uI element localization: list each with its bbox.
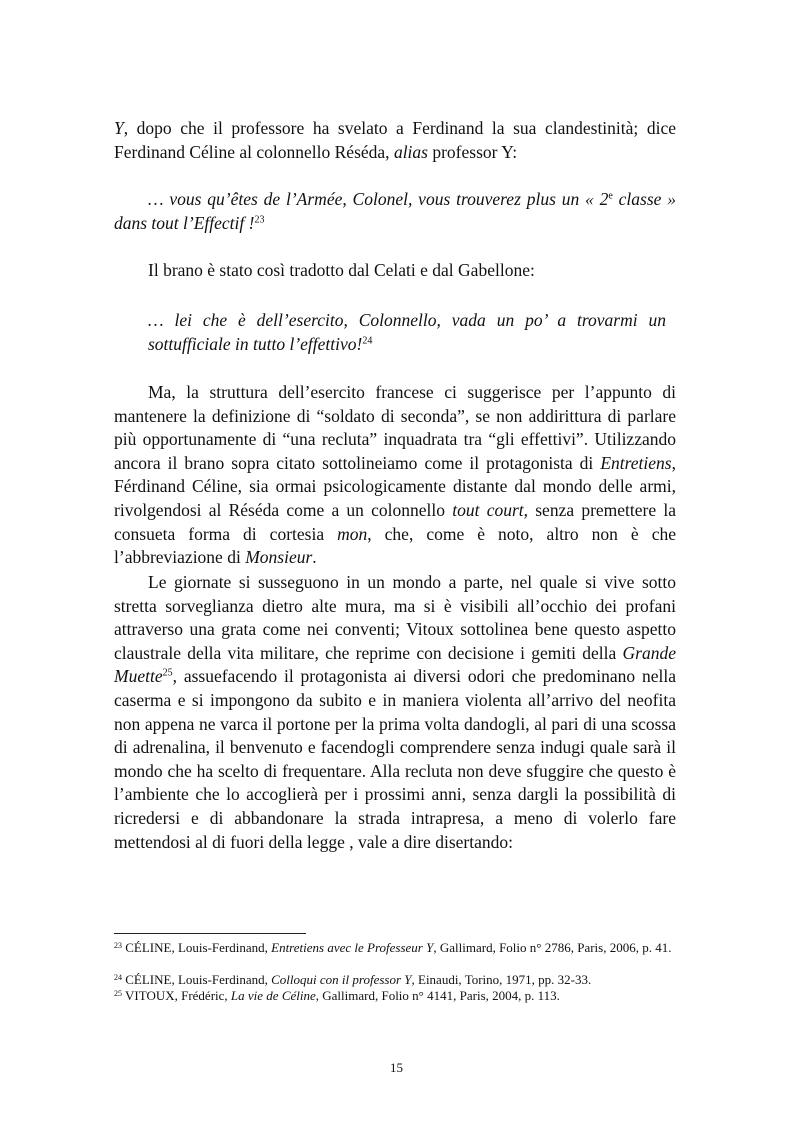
page-number: 15 bbox=[390, 1060, 403, 1075]
footnote-separator bbox=[114, 933, 306, 934]
paragraph-days: Le giornate si susseguono in un mondo a parte, nel quale si vive sotto stretta sorveglianza dietro alte mura, ma si è visibili all’occhio dei profani attraverso una grata come nei conventi; Vitoux sottolinea bene questo aspetto claustrale della vita militare, che reprime con decisione i gemiti della Grande Muette$^{25}$, assuefacendo il protagonista ai diversi odori che predominano nella caserma e si impongono da subito e in maniera violenta all’arrivo del neofita non appena ne varca il portone per la prima volta dandogli, al pari di una scossa di adrenalina, il benvenuto e facendogli comprendere senza indugi quale sarà il mondo che ha scelto di frequentare. Alla recluta non deve sfuggire che questo è l’ambiente che lo accoglierà per i prossimi anni, senza dargli la possibilità di ricredersi e di abbandonare la strada intrapresa, a meno di volerlo fare mettendosi al di fuori della legge , vale a dire disertando: bbox=[114, 572, 676, 852]
paragraph-intro: Y, dopo che il professore ha svelato a Ferdinand la sua clandestinità; dice Ferdinand Céline al colonnello Réséda, alias professor Y: bbox=[114, 118, 676, 162]
footnote-24: $^{24}$ CÉLINE, Louis-Ferdinand, Colloqui con il professor Y, Einaudi, Torino, 1971, pp. 32-33. bbox=[114, 972, 592, 987]
footnote-ref-24: 24 bbox=[362, 335, 373, 347]
paragraph-translation-intro: Il brano è stato così tradotto dal Celati e dal Gabellone: bbox=[148, 260, 535, 280]
quote-french: … vous qu’êtes de l’Armée, Colonel, vous trouverez plus un « 2e classe » dans tout l’Effectif !$^{23}$ bbox=[114, 189, 676, 233]
quote-italian: … lei che è dell’esercito, Colonnello, vada un po’ a trovarmi un sottufficiale in tutto l’effettivo!$^{24}$ bbox=[148, 310, 666, 354]
footnote-ref-23: 23 bbox=[254, 214, 265, 226]
paragraph-army-structure: Ma, la struttura dell’esercito francese ci suggerisce per l’appunto di mantenere la definizione di “soldato di seconda”, se non addirittura di parlare più opportunamente di “una recluta” inquadrata tra “gli effettivi”. Utilizzando ancora il brano sopra citato sottolineiamo come il protagonista di Entretiens, Férdinand Céline, sia ormai psicologicamente distante dal mondo delle armi, rivolgendosi al Réséda come a un colonnello tout court, senza premettere la consueta forma di cortesia mon, che, come è noto, altro non è che l’abbreviazione di Monsieur. bbox=[114, 382, 676, 568]
footnote-ref-25: 25 bbox=[162, 667, 173, 679]
footnote-25: $^{25}$ VITOUX, Frédéric, La vie de Céline, Gallimard, Folio n° 4141, Paris, 2004, p. 113. bbox=[114, 988, 560, 1003]
footnote-23: $^{23}$ CÉLINE, Louis-Ferdinand, Entretiens avec le Professeur Y, Gallimard, Folio n° 2786, Paris, 2006, p. 41. bbox=[114, 940, 672, 955]
